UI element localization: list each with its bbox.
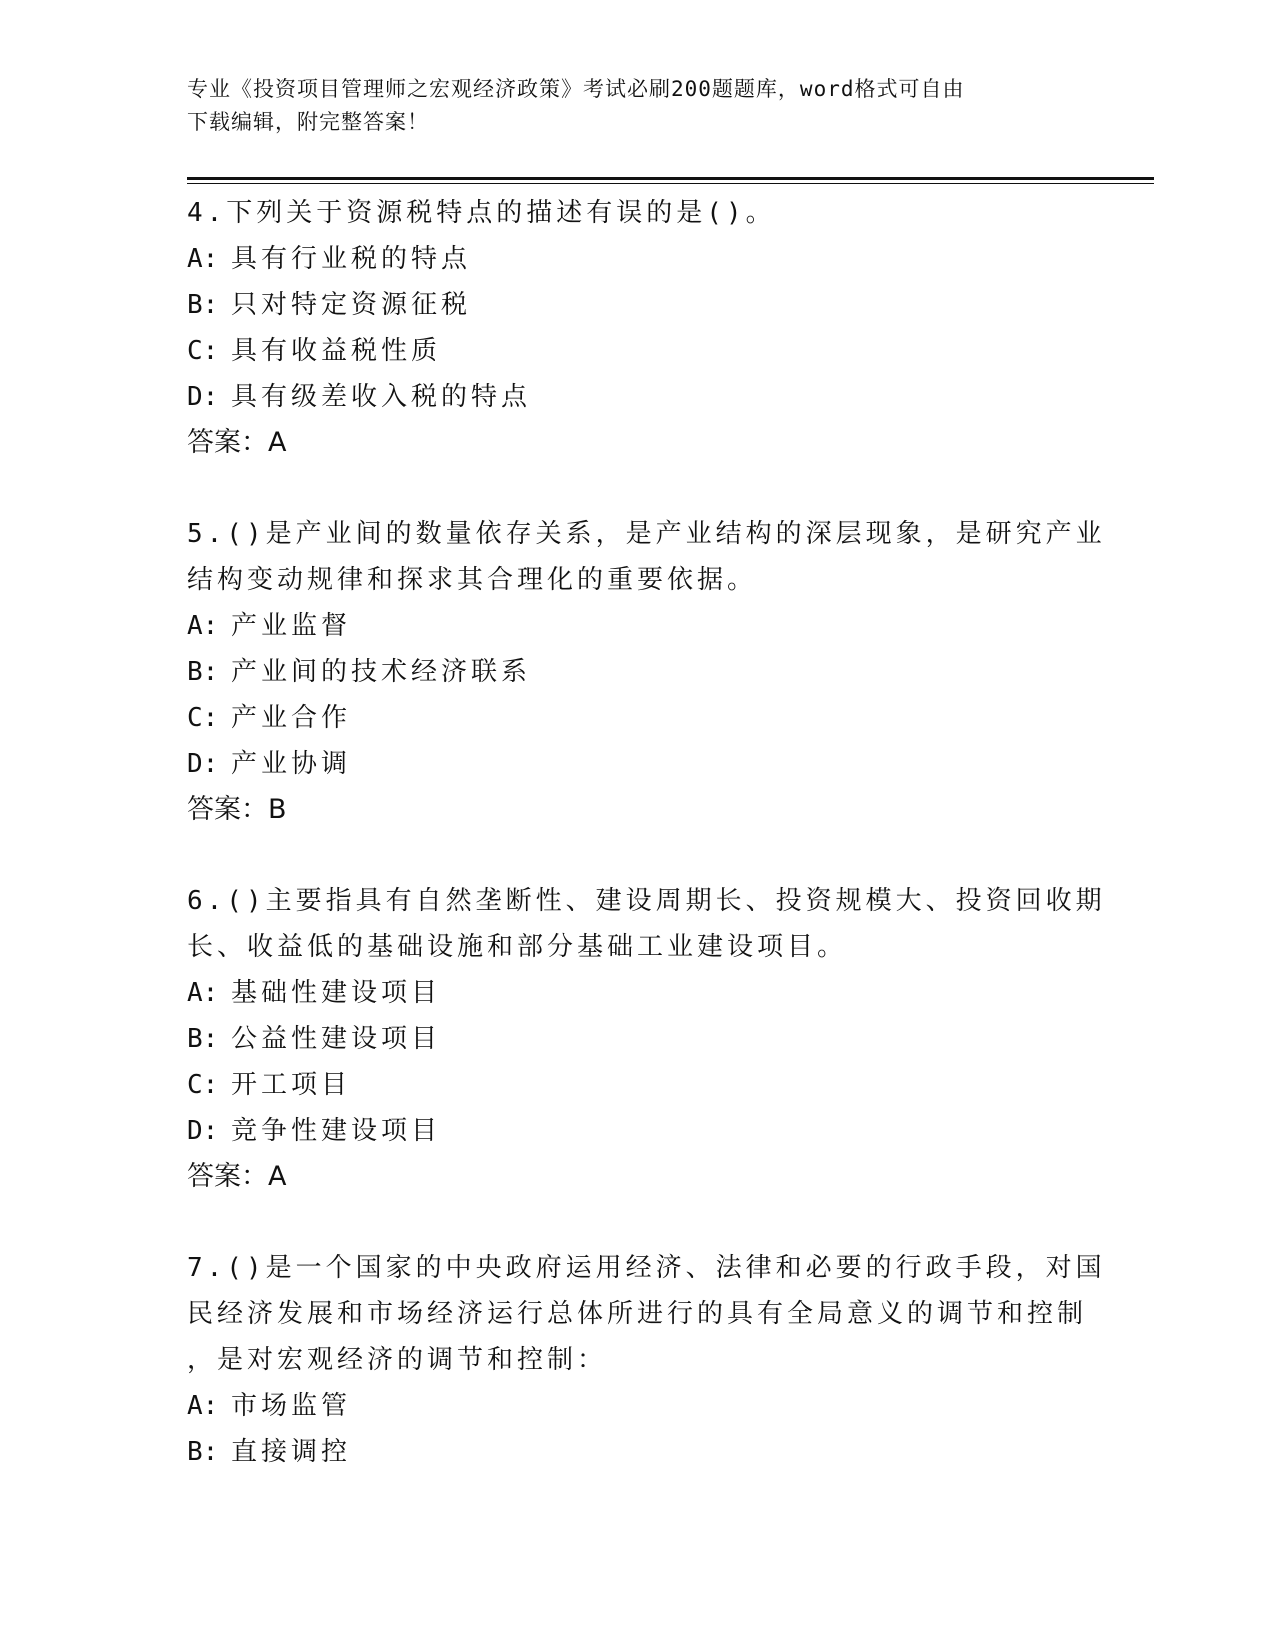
option-letter: B: xyxy=(187,657,219,687)
option-letter: B: xyxy=(187,1437,219,1467)
question-stem xyxy=(187,1245,1106,1383)
answer-line: 答案：A xyxy=(187,427,287,458)
option-d xyxy=(187,374,1087,420)
option-b xyxy=(187,282,1087,328)
option-letter: A: xyxy=(187,244,219,274)
option-b xyxy=(187,1429,1087,1475)
option-letter: A: xyxy=(187,978,219,1008)
question-stem-line: 7.()是一个国家的中央政府运用经济、法律和必要的行政手段，对国 xyxy=(187,1253,1106,1283)
question-stem-line: 5.()是产业间的数量依存关系，是产业结构的深层现象，是研究产业 xyxy=(187,519,1106,549)
option-a xyxy=(187,236,1087,282)
question-stem-line: 4.下列关于资源税特点的描述有误的是()。 xyxy=(187,198,776,228)
option-text: 产业合作 xyxy=(231,703,352,733)
option-b xyxy=(187,649,1087,695)
option-letter: C: xyxy=(187,336,219,366)
option-text: 具有收益税性质 xyxy=(231,336,442,366)
question-stem xyxy=(187,878,1106,970)
option-d xyxy=(187,1108,1087,1154)
option-text: 公益性建设项目 xyxy=(231,1024,442,1054)
option-a xyxy=(187,970,1087,1016)
header-divider-thick xyxy=(187,177,1154,180)
answer-line: 答案：B xyxy=(187,794,287,825)
option-c xyxy=(187,328,1087,374)
option-letter: C: xyxy=(187,703,219,733)
question-stem-line: 6.()主要指具有自然垄断性、建设周期长、投资规模大、投资回收期 xyxy=(187,886,1106,916)
question-stem-line: 长、收益低的基础设施和部分基础工业建设项目。 xyxy=(187,932,848,962)
question-4 xyxy=(187,190,1087,466)
option-text: 开工项目 xyxy=(231,1070,352,1100)
option-text: 竞争性建设项目 xyxy=(231,1116,442,1146)
option-b xyxy=(187,1016,1087,1062)
option-text: 市场监管 xyxy=(231,1391,352,1421)
option-letter: C: xyxy=(187,1070,219,1100)
option-text: 只对特定资源征税 xyxy=(231,290,472,320)
question-stem xyxy=(187,511,1106,603)
question-stem-line: ，是对宏观经济的调节和控制： xyxy=(187,1345,608,1375)
option-text: 产业间的技术经济联系 xyxy=(231,657,532,687)
option-c xyxy=(187,695,1087,741)
header-line: 下载编辑，附完整答案！ xyxy=(187,110,429,134)
document-page xyxy=(187,0,1167,1650)
document-header xyxy=(187,73,1087,139)
option-c xyxy=(187,1062,1087,1108)
option-letter: B: xyxy=(187,1024,219,1054)
option-text: 产业监督 xyxy=(231,611,352,641)
option-text: 具有级差收入税的特点 xyxy=(231,382,532,412)
option-letter: B: xyxy=(187,290,219,320)
option-letter: A: xyxy=(187,1391,219,1421)
option-letter: A: xyxy=(187,611,219,641)
question-stem xyxy=(187,190,1087,236)
question-stem-line: 民经济发展和市场经济运行总体所进行的具有全局意义的调节和控制 xyxy=(187,1299,1088,1329)
answer-line: 答案：A xyxy=(187,1161,287,1192)
option-text: 直接调控 xyxy=(231,1437,352,1467)
question-5 xyxy=(187,511,1106,833)
option-a xyxy=(187,1383,1087,1429)
option-text: 具有行业税的特点 xyxy=(231,244,472,274)
question-6 xyxy=(187,878,1106,1200)
header-divider-thin xyxy=(187,183,1154,184)
header-line: 专业《投资项目管理师之宏观经济政策》考试必刷200题题库，word格式可自由 xyxy=(187,77,965,101)
option-letter: D: xyxy=(187,1116,219,1146)
question-7 xyxy=(187,1245,1106,1475)
option-letter: D: xyxy=(187,382,219,412)
question-list xyxy=(187,190,1106,1520)
option-a xyxy=(187,603,1087,649)
question-stem-line: 结构变动规律和探求其合理化的重要依据。 xyxy=(187,565,758,595)
option-letter: D: xyxy=(187,749,219,779)
option-text: 基础性建设项目 xyxy=(231,978,442,1008)
option-d xyxy=(187,741,1087,787)
option-text: 产业协调 xyxy=(231,749,352,779)
